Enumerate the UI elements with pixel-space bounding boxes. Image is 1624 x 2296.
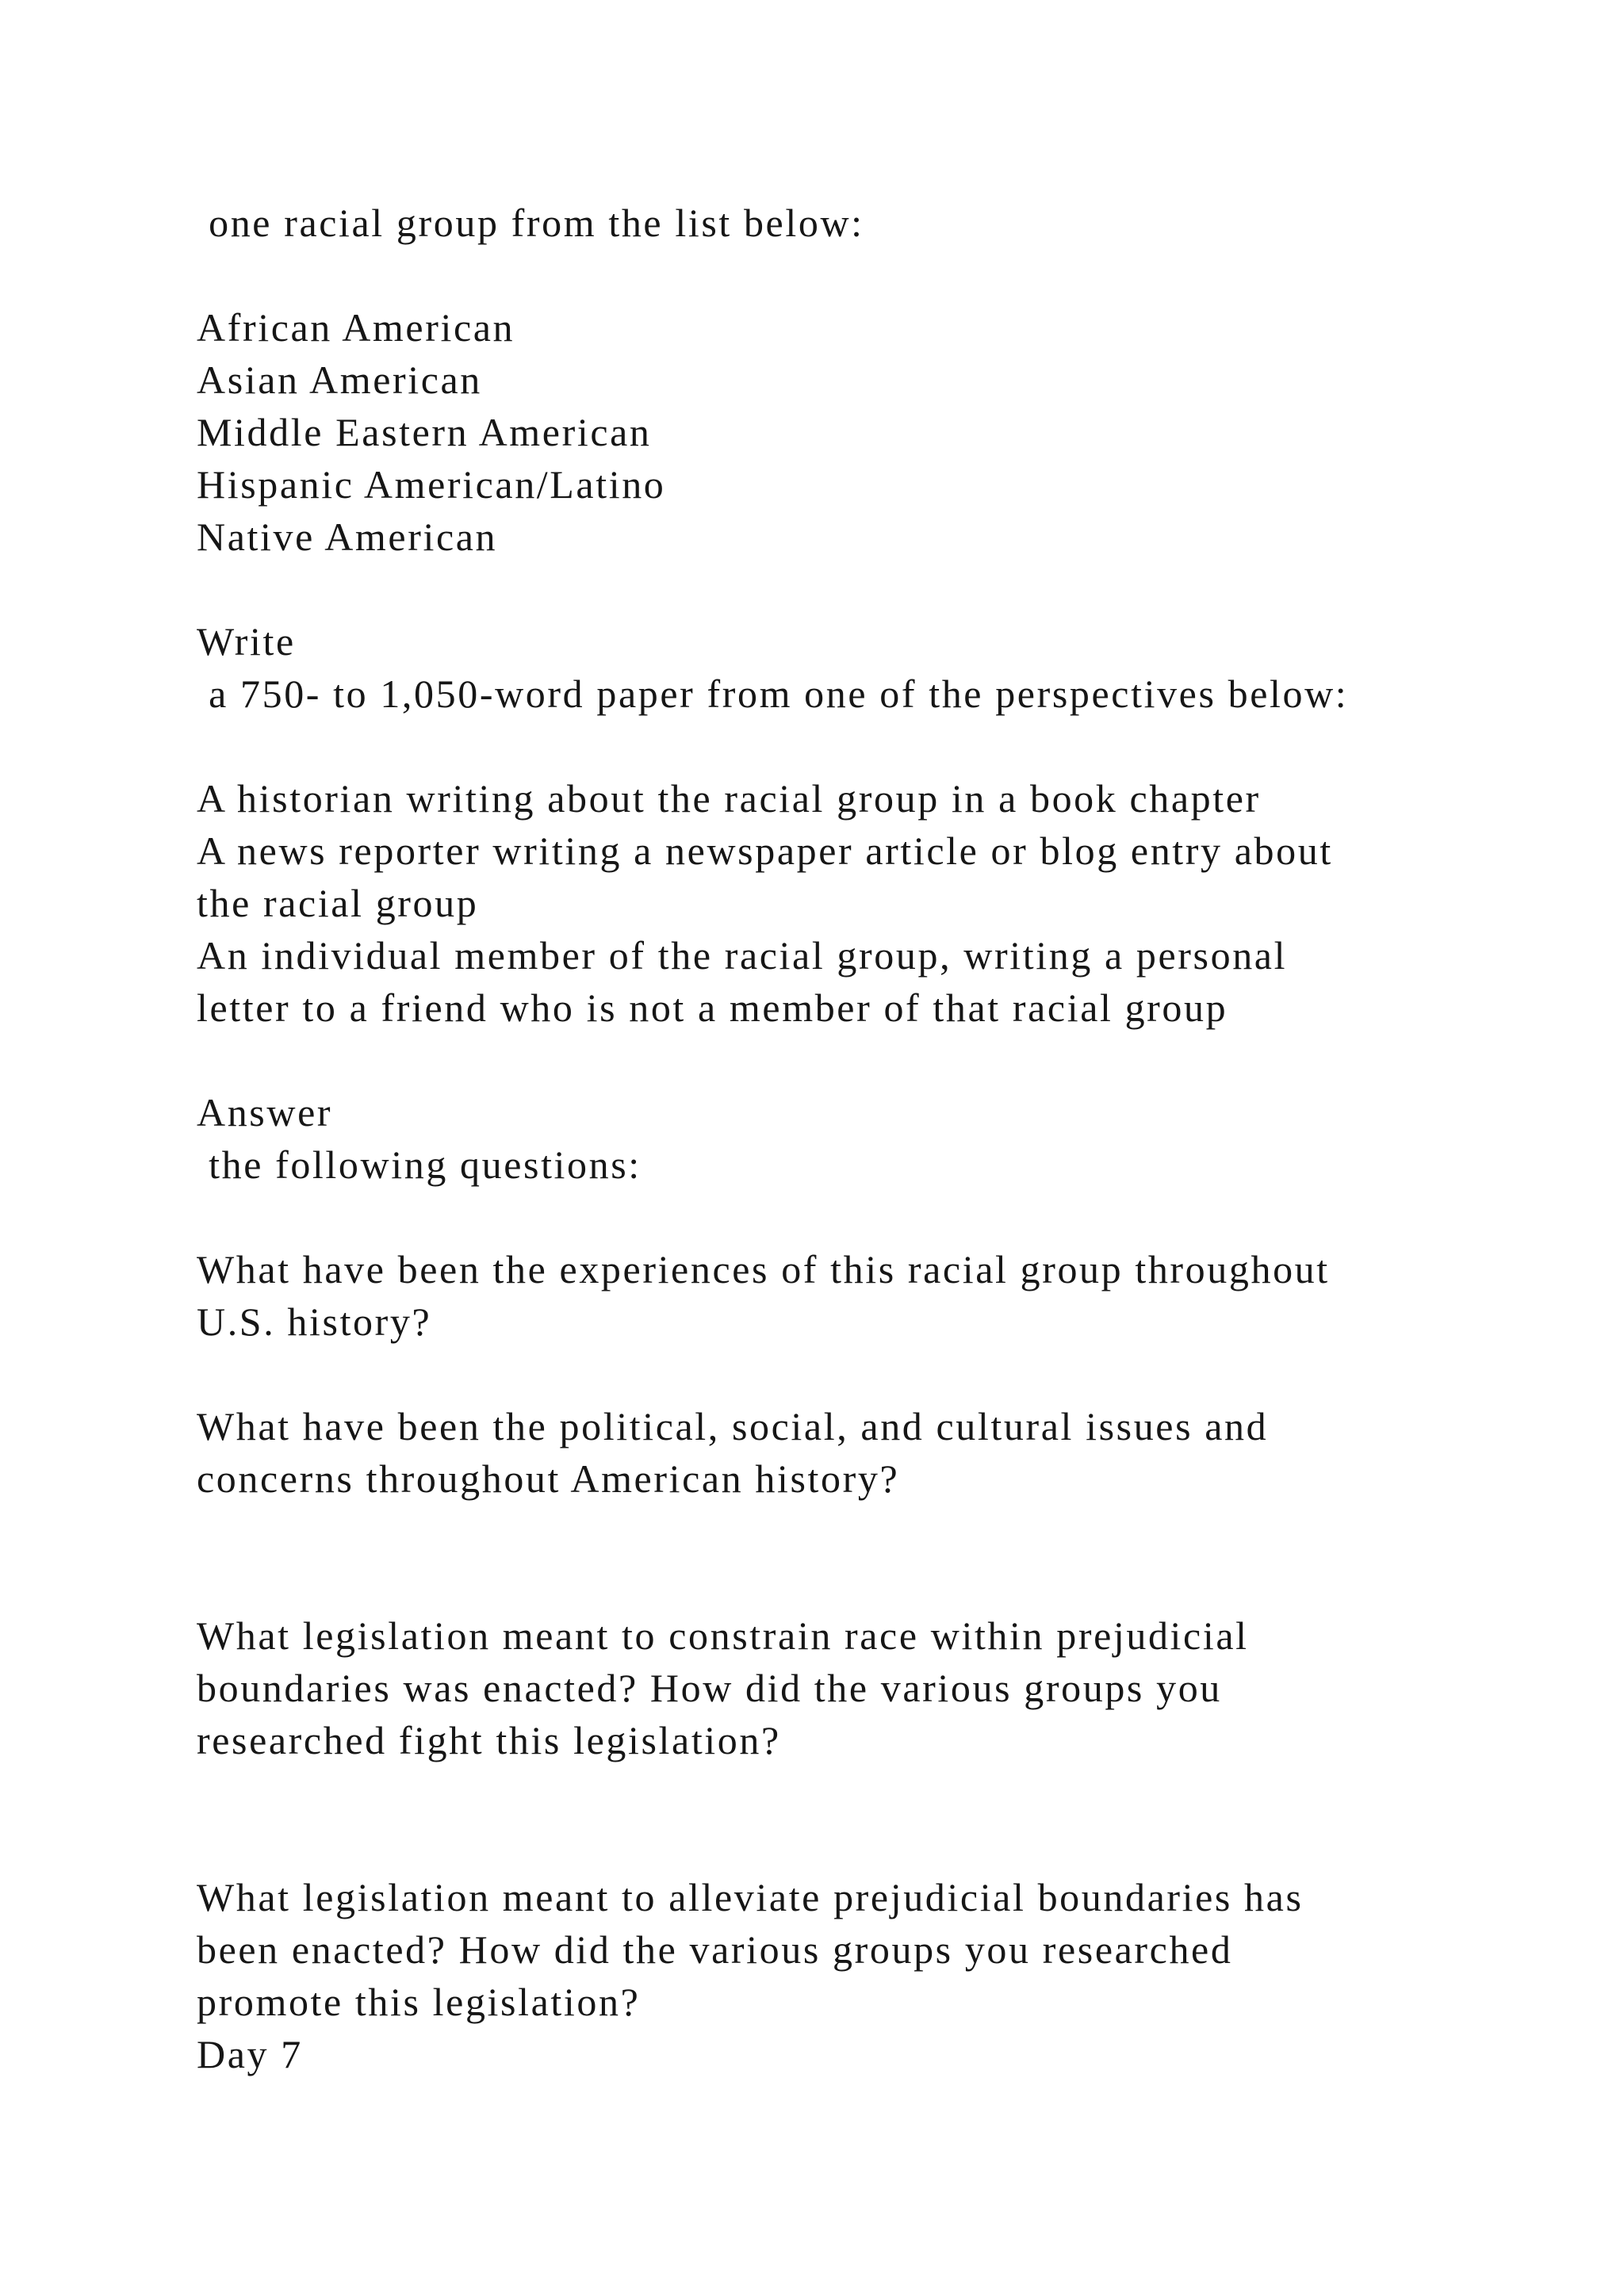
question-line: researched fight this legislation? bbox=[197, 1718, 781, 1762]
question-line: promote this legislation? bbox=[197, 1980, 641, 2024]
write-heading: Write bbox=[197, 619, 296, 664]
answer-instruction: the following questions: bbox=[197, 1142, 642, 1187]
question-line: What legislation meant to constrain race within prejudicial bbox=[197, 1613, 1249, 1658]
question-line: concerns throughout American history? bbox=[197, 1456, 900, 1501]
racial-group-item: Asian American bbox=[197, 358, 482, 402]
perspective-line: A historian writing about the racial group in a book chapter bbox=[197, 776, 1261, 821]
question-line: U.S. history? bbox=[197, 1299, 432, 1344]
question-line: been enacted? How did the various groups you researched bbox=[197, 1927, 1233, 1972]
question-line: What have been the political, social, and cultural issues and bbox=[197, 1404, 1269, 1448]
perspective-line: the racial group bbox=[197, 881, 479, 925]
racial-group-item: Hispanic American/Latino bbox=[197, 462, 666, 507]
racial-group-item: Middle Eastern American bbox=[197, 410, 652, 454]
answer-heading: Answer bbox=[197, 1090, 333, 1135]
racial-group-item: African American bbox=[197, 305, 515, 350]
perspective-line: An individual member of the racial group, writing a personal bbox=[197, 933, 1288, 978]
perspective-line: A news reporter writing a newspaper article or blog entry about bbox=[197, 828, 1333, 873]
perspective-line: letter to a friend who is not a member of that racial group bbox=[197, 985, 1228, 1030]
write-instruction: a 750- to 1,050-word paper from one of the perspectives below: bbox=[197, 672, 1349, 716]
intro-line: one racial group from the list below: bbox=[197, 201, 864, 245]
question-line: What have been the experiences of this racial group throughout bbox=[197, 1247, 1330, 1292]
question-line: boundaries was enacted? How did the various groups you bbox=[197, 1666, 1222, 1710]
day-label: Day 7 bbox=[197, 2032, 303, 2076]
question-line: What legislation meant to alleviate prejudicial boundaries has bbox=[197, 1875, 1304, 1919]
racial-group-item: Native American bbox=[197, 515, 498, 559]
